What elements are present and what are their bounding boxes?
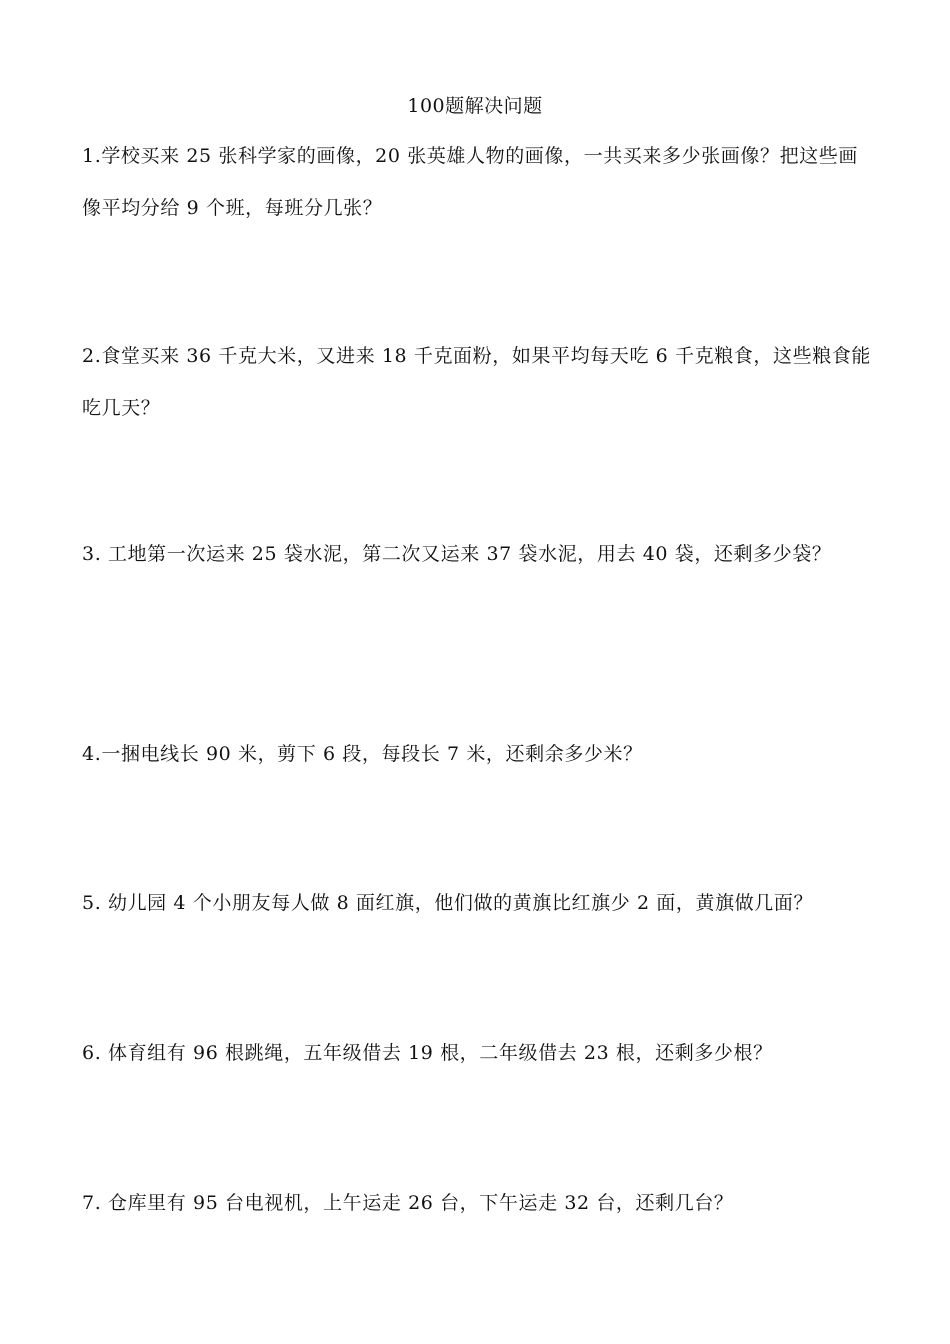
question-7: 7. 仓库里有 95 台电视机，上午运走 26 台，下午运走 32 台，还剩几台？ bbox=[82, 1192, 734, 1214]
page-title: 100题解决问题 bbox=[407, 95, 543, 117]
question-5: 5. 幼儿园 4 个小朋友每人做 8 面红旗，他们做的黄旗比红旗少 2 面，黄旗做几面？ bbox=[82, 892, 814, 914]
question-1: 1.学校买来 25 张科学家的画像，20 张英雄人物的画像，一共买来多少张画像？把这些画像平均分给 9 个班，每班分几张？ bbox=[82, 145, 859, 219]
question-4: 4.一捆电线长 90 米，剪下 6 段，每段长 7 米，还剩余多少米？ bbox=[82, 743, 643, 765]
question-6: 6. 体育组有 96 根跳绳，五年级借去 19 根，二年级借去 23 根，还剩多少根？ bbox=[82, 1042, 773, 1064]
question-2: 2.食堂买来 36 千克大米，又进来 18 千克面粉，如果平均每天吃 6 千克粮食，这些粮食能吃几天？ bbox=[82, 345, 872, 419]
question-3: 3. 工地第一次运来 25 袋水泥，第二次又运来 37 袋水泥，用去 40 袋，还剩多少袋？ bbox=[82, 543, 832, 565]
